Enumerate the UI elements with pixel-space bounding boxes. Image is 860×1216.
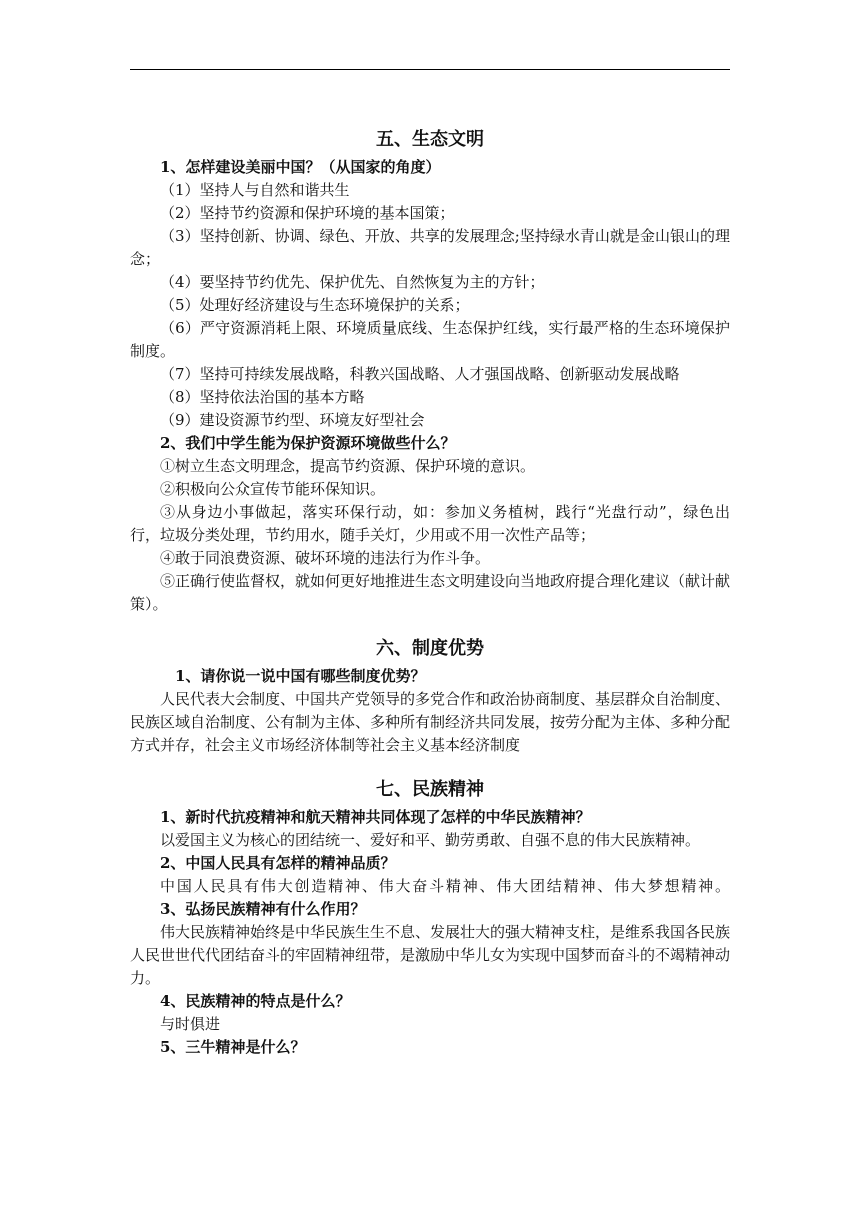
answer-line: ①树立生态文明理念，提高节约资源、保护环境的意识。 <box>160 457 536 475</box>
question: 5、三牛精神是什么？ <box>160 1038 306 1056</box>
section-title: 六、制度优势 <box>376 638 484 659</box>
answer-line: 中国人民具有伟大创造精神、伟大奋斗精神、伟大团结精神、伟大梦想精神。 <box>160 877 730 895</box>
answer-line: （8）坚持依法治国的基本方略 <box>160 388 365 406</box>
section-gap <box>130 616 730 633</box>
answer-line: （6）严守资源消耗上限、环境质量底线、生态保护红线，实行最严格的生态环境保护制度。 <box>130 319 730 360</box>
question: 1、请你说一说中国有哪些制度优势？ <box>175 667 426 685</box>
question: 1、怎样建设美丽中国？（从国家的角度） <box>160 158 441 176</box>
question: 2、中国人民具有怎样的精神品质？ <box>160 854 396 872</box>
answer-line: （3）坚持创新、协调、绿色、开放、共享的发展理念;坚持绿水青山就是金山银山的理念； <box>130 227 730 268</box>
answer-line: （4）要坚持节约优先、保护优先、自然恢复为主的方针； <box>160 273 545 291</box>
answer-line: ④敢于同浪费资源、破坏环境的违法行为作斗争。 <box>160 549 491 567</box>
answer-line: ⑤正确行使监督权，就如何更好地推进生态文明建设向当地政府提合理化建议（献计献策）。 <box>130 572 731 613</box>
answer-line: （1）坚持人与自然和谐共生 <box>160 181 350 199</box>
question: 3、弘扬民族精神有什么作用？ <box>160 900 366 918</box>
document-body <box>130 124 730 1059</box>
answer-line: 以爱国主义为核心的团结统一、爱好和平、勤劳勇敢、自强不息的伟大民族精神。 <box>160 831 701 849</box>
answer-line: （9）建设资源节约型、环境友好型社会 <box>160 411 425 429</box>
section-gap <box>130 757 730 774</box>
answer-line: （5）处理好经济建设与生态环境保护的关系； <box>160 296 470 314</box>
section-title: 五、生态文明 <box>376 129 484 150</box>
answer-line: ②积极向公众宣传节能环保知识。 <box>160 480 386 498</box>
section-title: 七、民族精神 <box>376 779 484 800</box>
answer-line: ③从身边小事做起，落实环保行动，如：参加义务植树，践行“光盘行动”，绿色出行，垃圾分类处理，节约用水，随手关灯，少用或不用一次性产品等； <box>130 503 730 544</box>
answer-line: 伟大民族精神始终是中华民族生生不息、发展壮大的强大精神支柱，是维系我国各民族人民世世代代团结奋斗的牢固精神纽带，是激励中华儿女为实现中国梦而奋斗的不竭精神动力。 <box>130 923 731 987</box>
answer-line: （2）坚持节约资源和保护环境的基本国策； <box>160 204 455 222</box>
question: 4、民族精神的特点是什么？ <box>160 992 351 1010</box>
question: 2、我们中学生能为保护资源环境做些什么？ <box>160 434 456 452</box>
answer-line: （7）坚持可持续发展战略，科教兴国战略、人才强国战略、创新驱动发展战略 <box>160 365 680 383</box>
header-rule <box>130 69 730 70</box>
answer-line: 人民代表大会制度、中国共产党领导的多党合作和政治协商制度、基层群众自治制度、民族区域自治制度、公有制为主体、多种所有制经济共同发展，按劳分配为主体、多种分配方式并存，社会主义市场经济体制等社会主义基本经济制度 <box>130 690 731 754</box>
question: 1、新时代抗疫精神和航天精神共同体现了怎样的中华民族精神？ <box>160 808 591 826</box>
answer-line: 与时俱进 <box>160 1015 221 1033</box>
